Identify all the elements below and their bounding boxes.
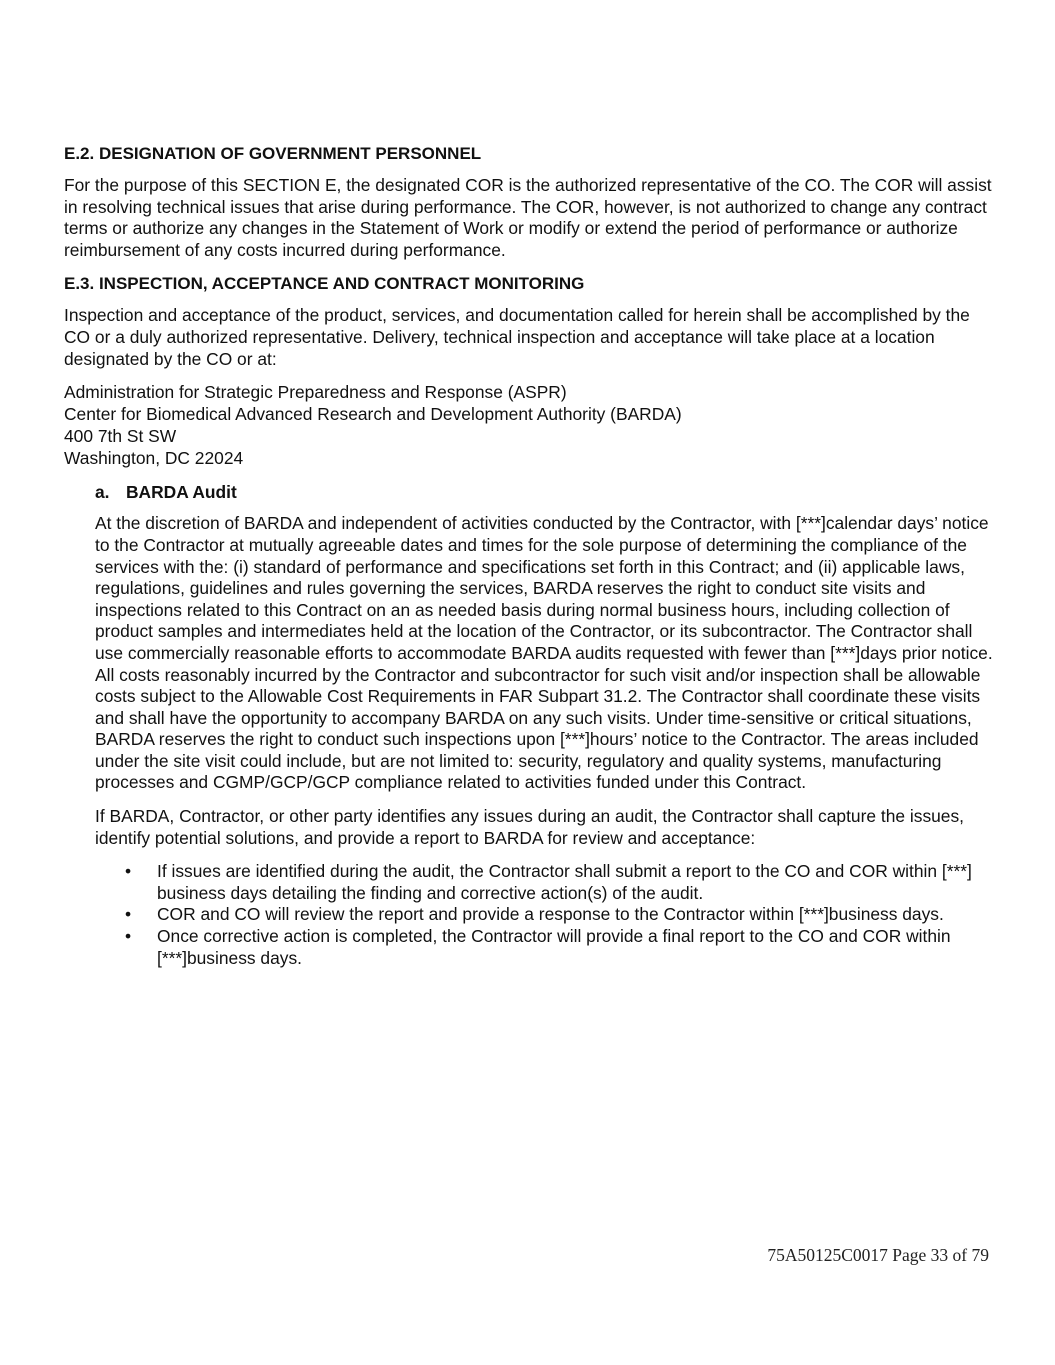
subsection-barda-audit <box>95 481 999 849</box>
section-e2-heading: E.2. DESIGNATION OF GOVERNMENT PERSONNEL <box>64 144 482 163</box>
subsection-paragraph-2: If BARDA, Contractor, or other party identifies any issues during an audit, the Contractor shall capture the issues, identify potential solutions, and provide a report to BARDA for review and acceptance: <box>95 806 965 848</box>
subsection-title: BARDA Audit <box>126 482 237 503</box>
subsection-paragraph-1: At the discretion of BARDA and independent of activities conducted by the Contractor, with [***]calendar days’ notice to the Contractor at mutually agreeable dates and times for the sole purpose of determining the compliance of the services with the: (i) standard of performance and specifications set forth in this Contract; and (ii) applicable laws, regulations, guidelines and rules governing the services, BARDA reserves the right to conduct site visits and inspections related to this Contract on an as needed basis during normal business hours, including collection of product samples and intermediates held at the location of the Contractor, or its subcontractor. The Contractor shall use commercially reasonable efforts to accommodate BARDA audits requested with fewer than [***]days prior notice. All costs reasonably incurred by the Contractor and subcontractor for such visit and/or inspection shall be allowable costs subject to the Allowable Cost Requirements in FAR Subpart 31.2. The Contractor shall coordinate these visits and shall have the opportunity to accompany BARDA on any such visits. Under time-sensitive or critical situations, BARDA reserves the right to conduct such inspections upon [***]hours’ notice to the Contractor. The areas included under the site visit could include, but are not limited to: security, regulatory and quality systems, manufacturing processes and CGMP/GCP/GCP compliance related to activities funded under this Contract. <box>95 513 993 793</box>
address-line: Center for Biomedical Advanced Research and Development Authority (BARDA) <box>64 403 682 424</box>
list-item <box>95 926 999 969</box>
address-block <box>64 382 999 469</box>
address-line: 400 7th St SW <box>64 425 177 446</box>
address-line: Administration for Strategic Preparedness and Response (ASPR) <box>64 382 567 403</box>
subsection-heading <box>95 481 999 503</box>
bullet-list <box>95 861 999 969</box>
address-line: Washington, DC 22024 <box>64 447 244 468</box>
page-footer: 75A50125C0017 Page 33 of 79 <box>767 1245 989 1265</box>
section-e3-heading: E.3. INSPECTION, ACCEPTANCE AND CONTRACT MONITORING <box>64 274 585 294</box>
list-item-text: If issues are identified during the audit, the Contractor shall submit a report to the CO and COR within [***] business days detailing the finding and corrective action(s) of the audit. <box>157 861 972 903</box>
list-item <box>95 861 999 904</box>
list-item <box>95 904 999 926</box>
bullet-icon: • <box>125 926 132 947</box>
list-item-text: COR and CO will review the report and provide a response to the Contractor within [***]business days. <box>157 904 944 925</box>
page-content <box>64 143 999 969</box>
section-e3-paragraph: Inspection and acceptance of the product, services, and documentation called for herein shall be accomplished by the CO or a duly authorized representative. Delivery, technical inspection and acceptance will take place at a location designated by the CO or at: <box>64 305 970 369</box>
subsection-marker: a. <box>95 482 110 503</box>
bullet-icon: • <box>125 904 132 925</box>
section-e2-paragraph: For the purpose of this SECTION E, the designated COR is the authorized representative of the CO. The COR will assist in resolving technical issues that arise during performance. The COR, however, is not authorized to change any contract terms or authorize any changes in the Statement of Work or modify or extend the period of performance or authorize reimbursement of any costs incurred during performance. <box>64 175 992 260</box>
list-item-text: Once corrective action is completed, the Contractor will provide a final report to the CO and COR within [***]business days. <box>157 926 951 968</box>
bullet-icon: • <box>125 861 132 882</box>
